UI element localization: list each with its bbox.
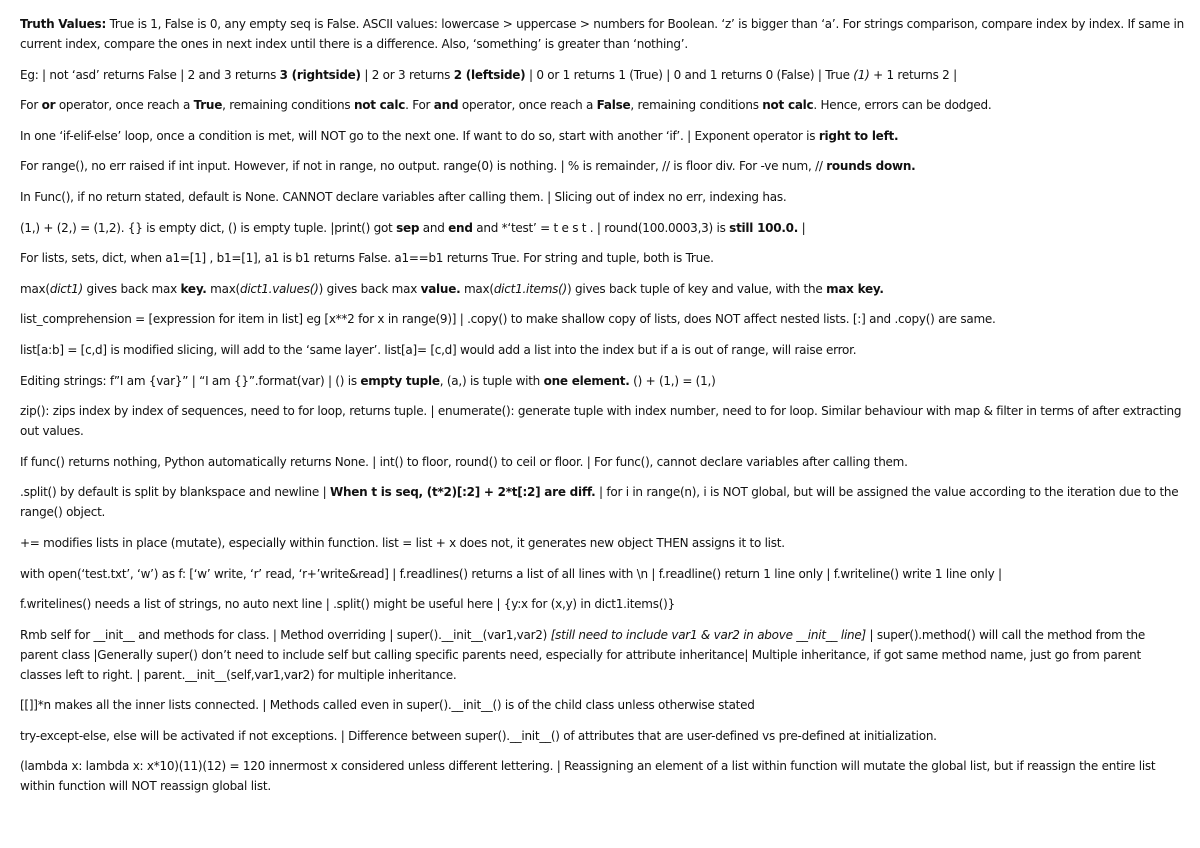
note-text: Rmb self for __init__ and methods for class. | Method overriding | super().__init__(var1,var2): [20, 627, 551, 642]
note-text: + 1 returns 2 |: [869, 67, 957, 82]
bold-text: one element.: [543, 373, 630, 388]
bold-text: and: [433, 98, 459, 113]
note-paragraph: [20, 371, 1184, 391]
bold-text: sep: [396, 220, 420, 235]
note-paragraph: [20, 218, 1184, 238]
note-paragraph: [20, 279, 1184, 299]
note-text: max(: [20, 281, 50, 296]
note-text: For lists, sets, dict, when a1=[1] , b1=[1], a1 is b1 returns False. a1==b1 returns True. For string and tuple, both is True.: [20, 251, 714, 266]
note-text: Eg: | not ‘asd’ returns False | 2 and 3 returns: [20, 67, 280, 82]
note-text: , remaining conditions: [222, 98, 354, 113]
note-text: True is 1, False is 0, any empty seq is False. ASCII values: lowercase > uppercase > numbers for Boolean. ‘z’ is bigger than ‘a’. For strings comparison, compare index by index. If same in current index, compare the ones in next index until there is a difference. Also, ‘something’ is greater than ‘nothing’.: [20, 17, 1184, 51]
bold-text: right to left.: [818, 128, 899, 143]
note-paragraph: [20, 65, 1184, 85]
note-text: max(: [206, 281, 240, 296]
note-text: ) gives back max: [318, 281, 421, 296]
bold-text: empty tuple: [360, 373, 440, 388]
note-text: .split() by default is split by blankspace and newline |: [20, 485, 330, 500]
note-text: In Func(), if no return stated, default is None. CANNOT declare variables after calling them. | Slicing out of index no err, indexing has.: [20, 189, 787, 204]
note-text: , remaining conditions: [630, 98, 763, 113]
italic-text: [still need to include var1 & var2 in above __init__ line]: [550, 627, 866, 642]
note-text: try-except-else, else will be activated if not exceptions. | Difference between super().__init__() of attributes that are user-defined vs pre-defined at initialization.: [20, 728, 937, 743]
note-paragraph: [20, 309, 1184, 329]
note-text: | 2 or 3 returns: [360, 67, 454, 82]
bold-text: When t is seq, (t*2)[:2] + 2*t[:2] are diff.: [329, 485, 596, 500]
bold-text: True: [193, 98, 223, 113]
note-paragraph: [20, 594, 1184, 614]
note-text: | 0 or 1 returns 1 (True) | 0 and 1 returns 0 (False) | True: [525, 67, 854, 82]
note-text: zip(): zips index by index of sequences, need to for loop, returns tuple. | enumerate(): generate tuple with index number, need to for loop. Similar behaviour with map & filter in terms of after extracting out values.: [20, 404, 1182, 439]
bold-text: or: [41, 98, 56, 113]
italic-text: (1): [853, 67, 870, 82]
note-text: Editing strings: f”I am {var}” | “I am {}”.format(var) | () is: [20, 373, 361, 388]
bold-text: max key.: [826, 281, 884, 296]
bold-text: value.: [420, 281, 461, 296]
note-paragraph: [20, 726, 1184, 746]
note-paragraph: [20, 533, 1184, 553]
note-text: For range(), no err raised if int input. However, if not in range, no output. range(0) is nothing. | % is remainder, // is floor div. For -ve num, //: [20, 159, 827, 174]
note-text: | super().method() will call the method from the parent class |Generally super() don’t need to include self but calling specific parents need, especially for attribute inheritance| Multiple inheritance, if got same method name, just go from parent classes left to right. | parent.__init__(self,var1,var2) for multiple inheritance.: [20, 627, 1146, 682]
bold-text: rounds down.: [826, 159, 916, 174]
note-paragraph: [20, 482, 1184, 522]
note-text: (lambda x: lambda x: x*10)(11)(12) = 120 innermost x considered unless different lettering. | Reassigning an element of a list within function will mutate the global list, but if reassign the entire list within function will NOT reassign global list.: [20, 759, 1156, 794]
note-text: list[a:b] = [c,d] is modified slicing, will add to the ‘same layer’. list[a]= [c,d] would add a list into the index but if a is out of range, will raise error.: [20, 342, 857, 357]
note-text: If func() returns nothing, Python automatically returns None. | int() to floor, round() to ceil or floor. | For func(), cannot declare variables after calling them.: [20, 454, 908, 469]
italic-text: dict1): [49, 281, 83, 296]
note-text: += modifies lists in place (mutate), especially within function. list = list + x does not, it generates new object THEN assigns it to list.: [20, 535, 785, 550]
note-text: max(: [460, 281, 494, 296]
note-text: In one ‘if-elif-else’ loop, once a condition is met, will NOT go to the next one. If want to do so, start with another ‘if’. | Exponent operator is: [20, 128, 819, 143]
note-text: . Hence, errors can be dodged.: [813, 98, 992, 113]
note-text: with open(‘test.txt’, ‘w’) as f: [‘w’ write, ‘r’ read, ‘r+’write&read] | f.readlines() returns a list of all lines with \n | f.readline() return 1 line only | f.writeline() write 1 line only |: [20, 566, 1002, 581]
note-text: operator, once reach a: [55, 98, 194, 113]
note-paragraph: [20, 156, 1184, 176]
note-paragraph: [20, 248, 1184, 268]
note-text: | for i in range(n), i is NOT global, but will be assigned the value according to the iteration due to the range() object.: [20, 485, 1179, 520]
italic-text: dict1.items(): [493, 281, 567, 296]
note-text: () + (1,) = (1,): [629, 373, 716, 388]
note-text: For: [20, 98, 42, 113]
note-text: |: [798, 220, 806, 235]
note-text: (1,) + (2,) = (1,2). {} is empty dict, () is empty tuple. |print() got: [20, 220, 397, 235]
bold-text: key.: [180, 281, 207, 296]
note-text: f.writelines() needs a list of strings, no auto next line | .split() might be useful here | {y:x for (x,y) in dict1.items()}: [20, 597, 675, 612]
note-text: and *‘test’ = t e s t . | round(100.0003,3) is: [472, 220, 730, 235]
note-paragraph: [20, 625, 1184, 685]
note-text: gives back max: [82, 281, 181, 296]
note-paragraph: [20, 564, 1184, 584]
note-text: . For: [405, 98, 434, 113]
bold-text: 2 (leftside): [453, 67, 526, 82]
bold-text: 3 (rightside): [279, 67, 361, 82]
note-paragraph: [20, 126, 1184, 146]
bold-text: False: [596, 98, 631, 113]
note-text: list_comprehension = [expression for item in list] eg [x**2 for x in range(9)] | .copy() to make shallow copy of lists, does NOT affect nested lists. [:] and .copy() are same.: [20, 312, 996, 327]
note-text: , (a,) is tuple with: [439, 373, 544, 388]
note-text: and: [419, 220, 449, 235]
bold-text: still 100.0.: [729, 220, 799, 235]
note-text: ) gives back tuple of key and value, with the: [567, 281, 827, 296]
note-text: [[]]*n makes all the inner lists connected. | Methods called even in super().__init__() is of the child class unless otherwise stated: [20, 698, 755, 713]
note-paragraph: [20, 452, 1184, 472]
note-paragraph: [20, 340, 1184, 360]
note-paragraph: [20, 187, 1184, 207]
note-paragraph: [20, 695, 1184, 715]
note-paragraph: [20, 401, 1184, 441]
italic-text: dict1.values(): [239, 281, 319, 296]
bold-text: Truth Values:: [20, 17, 106, 31]
note-paragraph: [20, 14, 1184, 54]
note-paragraph: [20, 95, 1184, 115]
bold-text: not calc: [353, 98, 406, 113]
bold-text: not calc: [762, 98, 814, 113]
note-paragraph: [20, 756, 1184, 796]
bold-text: end: [448, 220, 473, 235]
note-text: operator, once reach a: [458, 98, 597, 113]
